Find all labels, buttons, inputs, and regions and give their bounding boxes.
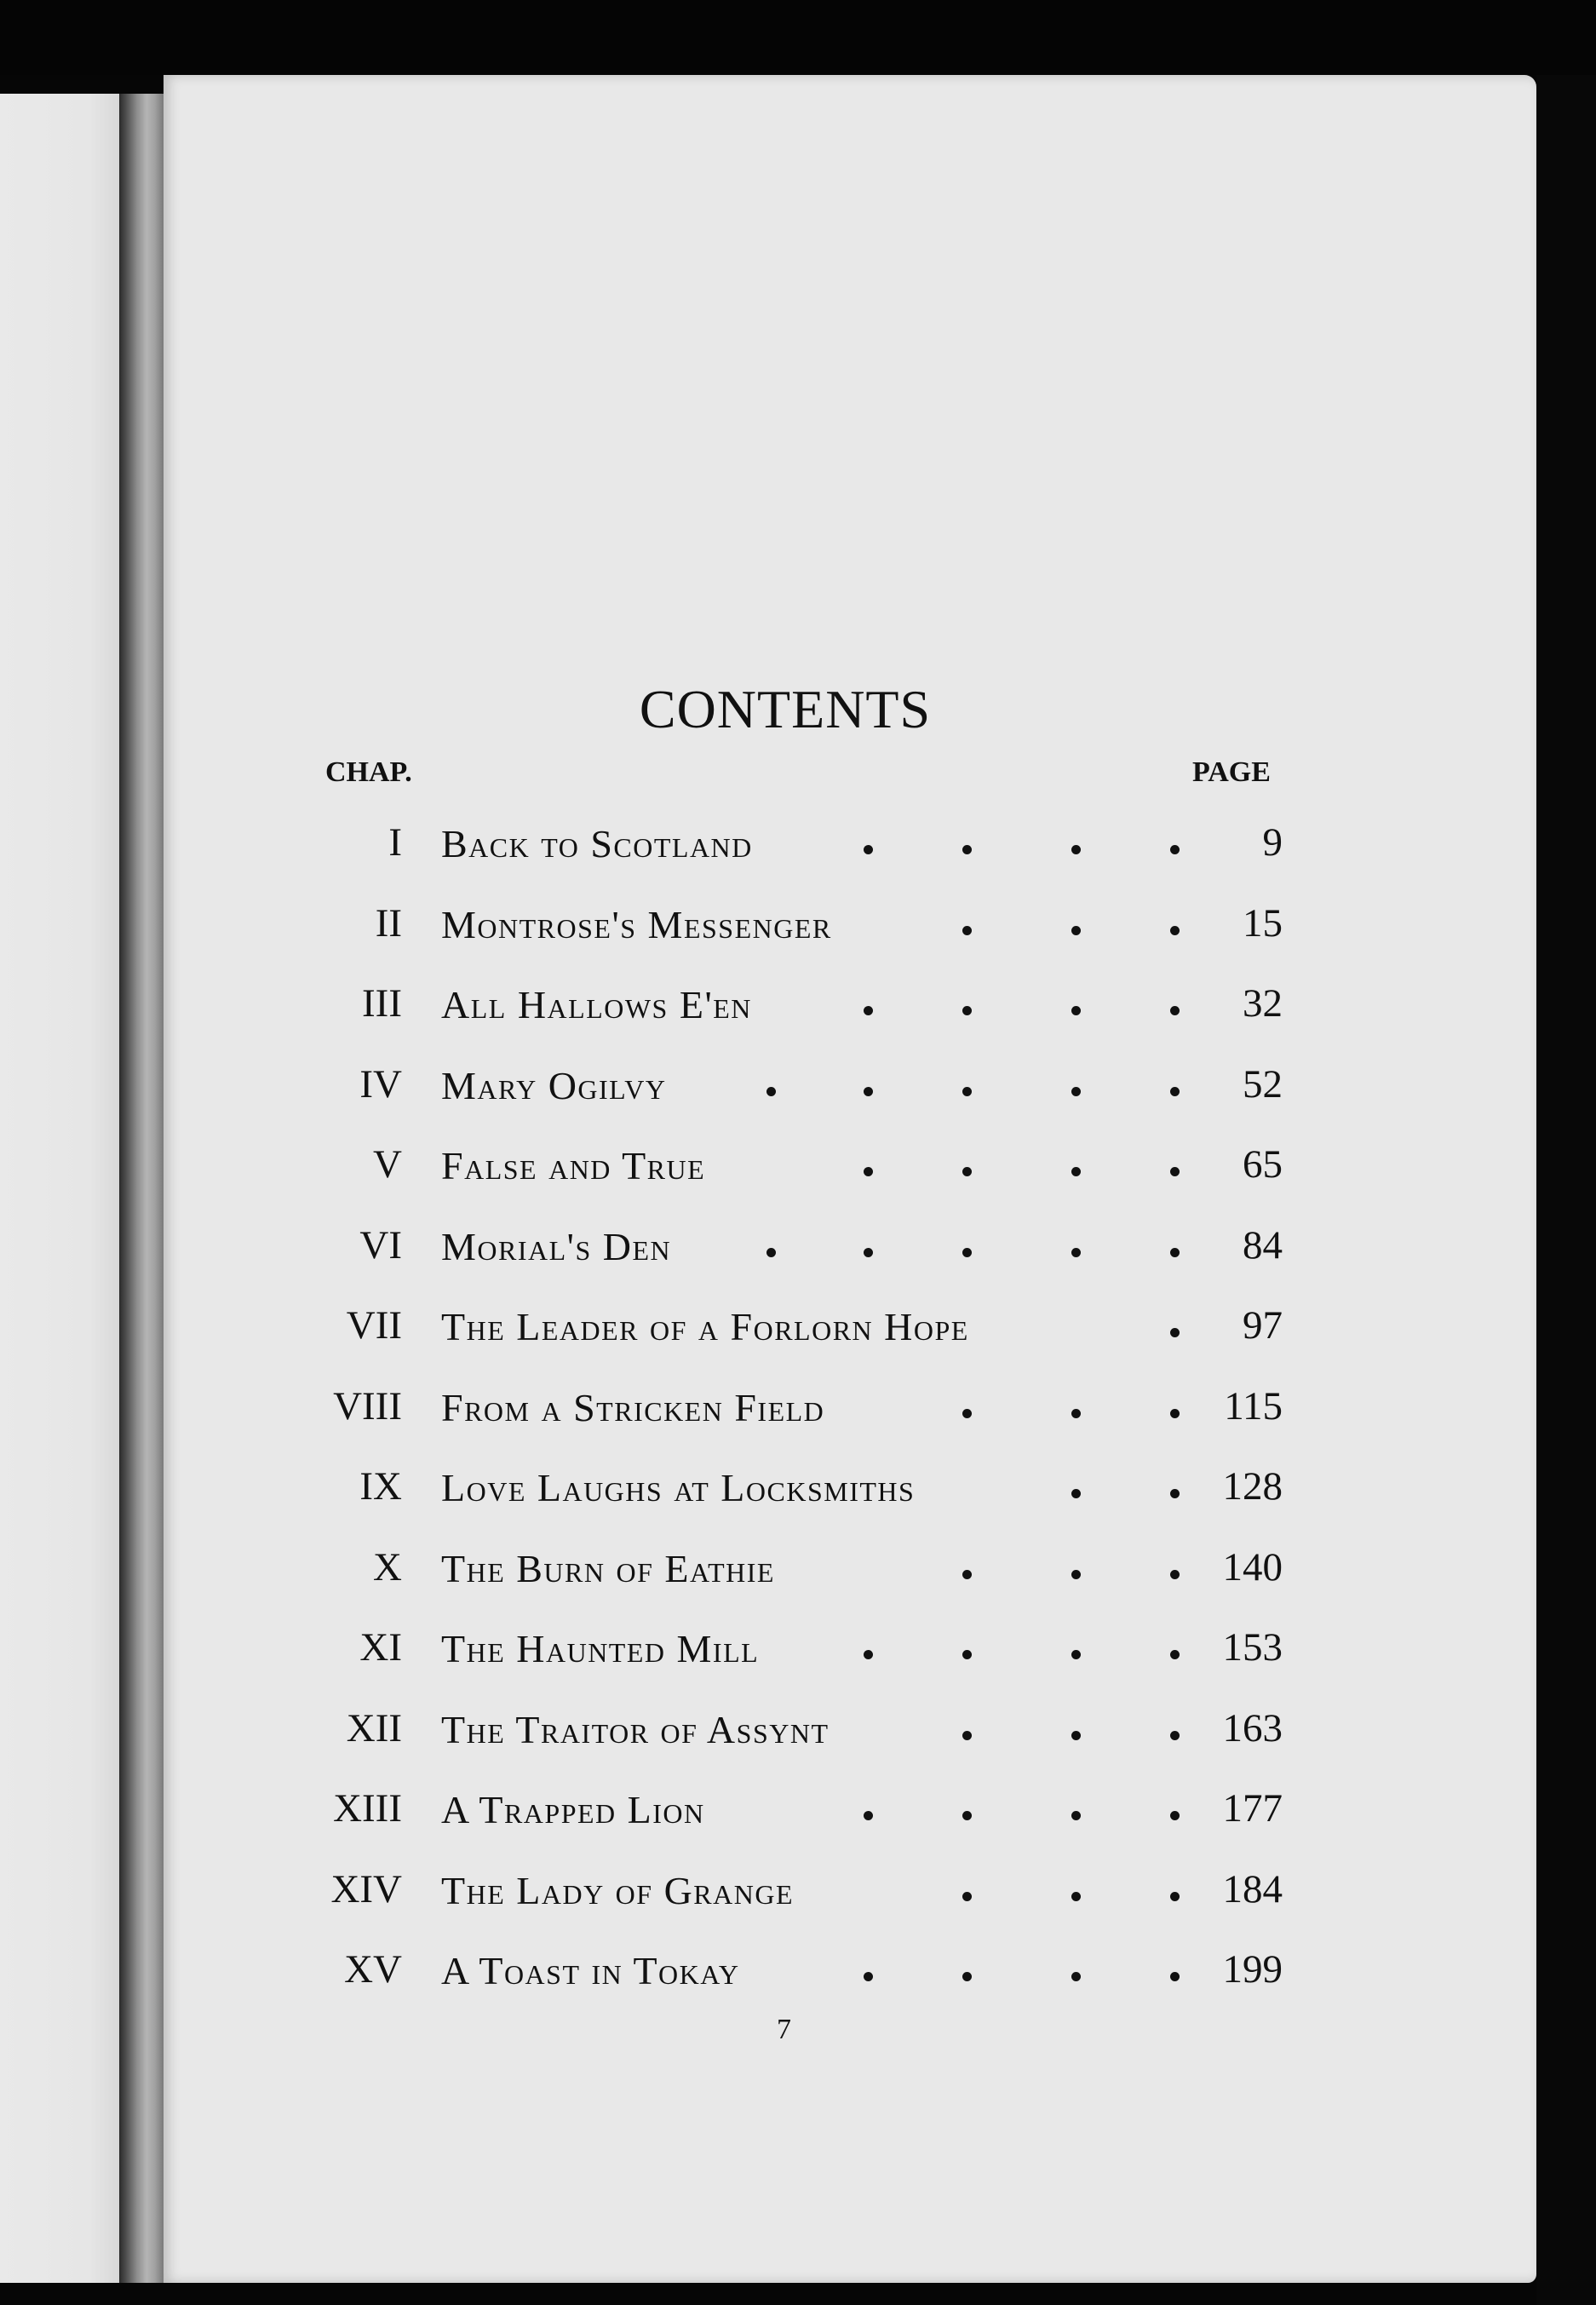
contents-entry — [0, 1688, 1596, 1769]
leader-dot — [1071, 1489, 1081, 1498]
page-number: 65 — [1243, 1142, 1283, 1187]
chapter-title: Back to Scotland — [441, 822, 753, 865]
leader-dot — [1071, 1087, 1081, 1096]
leader-dot — [962, 1811, 972, 1820]
leader-dot — [864, 1167, 873, 1176]
page-number: 52 — [1243, 1061, 1283, 1107]
leader-dot — [962, 926, 972, 935]
contents-entry — [0, 1366, 1596, 1447]
contents-entry — [0, 1527, 1596, 1608]
leader-dot — [962, 1167, 972, 1176]
contents-entry — [0, 1768, 1596, 1849]
contents-entry — [0, 1285, 1596, 1366]
folio-number: 7 — [777, 2014, 791, 2045]
chapter-number: X — [373, 1544, 402, 1589]
contents-title: CONTENTS — [639, 679, 932, 739]
chapter-title: False and True — [441, 1144, 706, 1187]
contents-entry — [0, 1607, 1596, 1688]
leader-dot — [864, 1006, 873, 1015]
chapter-number: XV — [344, 1947, 402, 1992]
leader-dot — [1170, 1489, 1180, 1498]
chapter-number: XI — [359, 1625, 402, 1670]
leader-dot — [962, 1892, 972, 1901]
leader-dot — [962, 845, 972, 854]
page-number: 153 — [1222, 1625, 1283, 1670]
leader-dot — [1071, 845, 1081, 854]
chapter-number: I — [388, 820, 402, 865]
leader-dot — [962, 1248, 972, 1257]
contents-entry — [0, 1849, 1596, 1930]
leader-dot — [1071, 1650, 1081, 1659]
chapter-number: IV — [359, 1061, 402, 1107]
chapter-title: A Toast in Tokay — [441, 1949, 740, 1992]
leader-dot — [1170, 845, 1180, 854]
chapter-number: IX — [359, 1464, 402, 1509]
chapter-title: A Trapped Lion — [441, 1788, 705, 1831]
leader-dot — [962, 1087, 972, 1096]
leader-dot — [1170, 1731, 1180, 1740]
leader-dot — [1170, 1248, 1180, 1257]
chapter-number: V — [373, 1142, 402, 1187]
chapter-title: Montrose's Messenger — [441, 902, 832, 946]
chapter-title: Love Laughs at Locksmiths — [441, 1466, 916, 1509]
contents-entry — [0, 1446, 1596, 1527]
page-number: 163 — [1222, 1705, 1283, 1750]
leader-dot — [1071, 1570, 1081, 1579]
contents-entry — [0, 1044, 1596, 1125]
leader-dot — [1170, 1570, 1180, 1579]
leader-dot — [1170, 1409, 1180, 1418]
leader-dot — [1170, 1811, 1180, 1820]
leader-dot — [1071, 1972, 1081, 1981]
leader-dot — [1170, 1167, 1180, 1176]
leader-dot — [1071, 1167, 1081, 1176]
chapter-title: The Burn of Eathie — [441, 1546, 775, 1590]
leader-dot — [962, 1006, 972, 1015]
leader-dot — [864, 1972, 873, 1981]
leader-dot — [1170, 1892, 1180, 1901]
leader-dot — [962, 1570, 972, 1579]
chap-column-heading: CHAP. — [325, 756, 412, 788]
contents-list — [0, 802, 1596, 2010]
leader-dot — [864, 1087, 873, 1096]
chapter-number: III — [362, 981, 402, 1026]
chapter-title: Morial's Den — [441, 1224, 672, 1268]
chapter-title: All Hallows E'en — [441, 983, 752, 1026]
chapter-number: II — [375, 900, 402, 946]
chapter-title: The Traitor of Assynt — [441, 1707, 830, 1751]
chapter-title: Mary Ogilvy — [441, 1063, 667, 1107]
page-number: 140 — [1222, 1544, 1283, 1589]
page-number: 177 — [1222, 1786, 1283, 1831]
leader-dot — [1071, 1006, 1081, 1015]
page-number: 84 — [1243, 1222, 1283, 1267]
leader-dot — [962, 1972, 972, 1981]
leader-dot — [1071, 926, 1081, 935]
chapter-title: The Haunted Mill — [441, 1627, 760, 1670]
page-number: 184 — [1222, 1866, 1283, 1911]
leader-dot — [864, 1248, 873, 1257]
page-number: 128 — [1222, 1464, 1283, 1509]
contents-entry — [0, 963, 1596, 1044]
leader-dot — [864, 845, 873, 854]
page-number: 199 — [1222, 1947, 1283, 1992]
page-number: 97 — [1243, 1303, 1283, 1348]
leader-dot — [1071, 1248, 1081, 1257]
leader-dot — [1170, 1087, 1180, 1096]
leader-dot — [962, 1731, 972, 1740]
page-number: 32 — [1243, 981, 1283, 1026]
page-number: 15 — [1243, 900, 1283, 946]
leader-dot — [1170, 1328, 1180, 1337]
contents-entry — [0, 1124, 1596, 1205]
leader-dot — [1071, 1811, 1081, 1820]
contents-entry — [0, 883, 1596, 964]
leader-dot — [962, 1650, 972, 1659]
chapter-number: XIV — [330, 1866, 402, 1911]
leader-dot — [1071, 1731, 1081, 1740]
page-number: 9 — [1262, 820, 1283, 865]
leader-dot — [1170, 926, 1180, 935]
leader-dot — [766, 1087, 776, 1096]
chapter-number: VII — [346, 1303, 402, 1348]
chapter-title: The Lady of Grange — [441, 1868, 795, 1912]
chapter-number: XIII — [333, 1786, 402, 1831]
scan-border-top — [0, 0, 1596, 75]
contents-entry — [0, 1205, 1596, 1286]
chapter-number: VIII — [333, 1383, 402, 1428]
chapter-title: The Leader of a Forlorn Hope — [441, 1305, 969, 1348]
chapter-number: XII — [346, 1705, 402, 1750]
leader-dot — [1170, 1972, 1180, 1981]
chapter-title: From a Stricken Field — [441, 1385, 825, 1429]
contents-entry — [0, 1929, 1596, 2010]
leader-dot — [1170, 1650, 1180, 1659]
page-number: 115 — [1224, 1383, 1283, 1428]
leader-dot — [1170, 1006, 1180, 1015]
leader-dot — [1071, 1892, 1081, 1901]
chapter-number: VI — [359, 1222, 402, 1267]
contents-entry — [0, 802, 1596, 883]
leader-dot — [962, 1409, 972, 1418]
leader-dot — [1071, 1409, 1081, 1418]
page-column-heading: PAGE — [1192, 756, 1271, 788]
leader-dot — [864, 1650, 873, 1659]
leader-dot — [766, 1248, 776, 1257]
leader-dot — [864, 1811, 873, 1820]
